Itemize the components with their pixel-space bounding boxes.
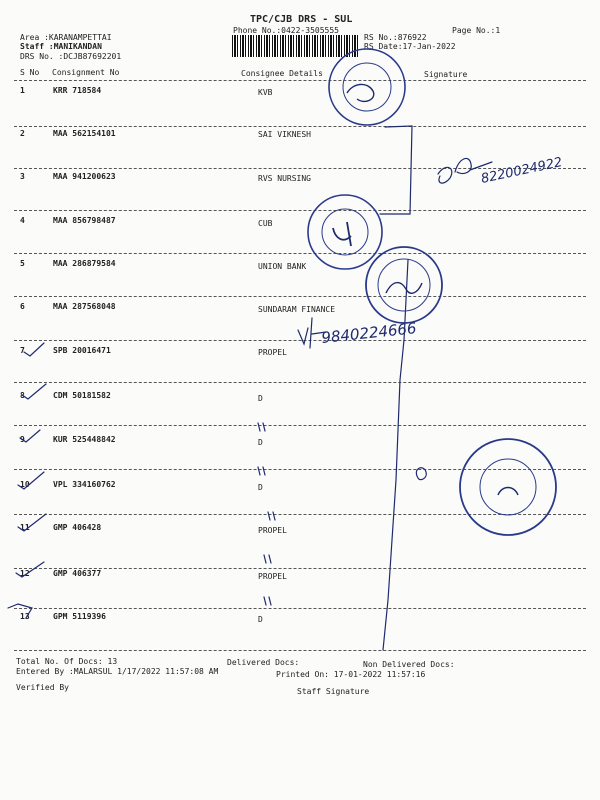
row-consignee: D <box>258 483 263 492</box>
tripper-stamp <box>460 439 556 535</box>
column-sno: S No <box>20 68 40 77</box>
row-consignment: GMP 406428 <box>53 523 102 532</box>
non-delivered-docs: Non Delivered Docs: <box>363 660 455 669</box>
tick-icon <box>18 472 44 489</box>
cub-stamp <box>308 195 382 269</box>
row-sno: 6 <box>20 302 25 311</box>
row-consignment: SPB 20016471 <box>53 346 111 355</box>
ditto-mark-icon <box>264 555 271 563</box>
row-consignee: PROPEL <box>258 572 287 581</box>
row-sno: 12 <box>20 569 30 578</box>
tick-icon <box>16 562 44 577</box>
row-sno: 8 <box>20 391 25 400</box>
row-consignment: CDM 50181582 <box>53 391 111 400</box>
row-sno: 5 <box>20 259 25 268</box>
phone-number: Phone No.:0422-3505555 <box>233 26 339 35</box>
row-sno: 13 <box>20 612 30 621</box>
row-sno: 2 <box>20 129 25 138</box>
tick-icon <box>24 343 44 356</box>
drs-number: DRS No. :DCJB87692201 <box>20 52 122 61</box>
row-consignee: SUNDARAM FINANCE <box>258 305 336 314</box>
handwritten-phone-2: 9840224666 <box>320 319 418 347</box>
page-number: Page No.:1 <box>452 26 501 35</box>
column-signature: Signature <box>424 70 468 79</box>
row-consignment: MAA 286879584 <box>53 259 116 268</box>
row-consignment: GMP 406377 <box>53 569 102 578</box>
row-sno: 11 <box>20 523 30 532</box>
row-consignee: D <box>258 615 263 624</box>
row-consignee: UNION BANK <box>258 262 307 271</box>
union-bank-stamp <box>366 247 442 323</box>
row-consignee: D <box>258 438 263 447</box>
rs-number: RS No.:876922 <box>364 33 427 42</box>
row-consignment: MAA 287568048 <box>53 302 116 311</box>
printed-on: Printed On: 17-01-2022 11:57:16 <box>276 670 426 679</box>
row-consignee: SAI VIKNESH <box>258 130 311 139</box>
row-consignee: PROPEL <box>258 526 287 535</box>
row-consignee: CUB <box>258 219 273 228</box>
row-sno: 1 <box>20 86 25 95</box>
row-sno: 7 <box>20 346 25 355</box>
ditto-mark-icon <box>258 467 265 475</box>
row-consignee: PROPEL <box>258 348 287 357</box>
signature-line <box>380 126 412 650</box>
tick-icon <box>8 604 32 618</box>
row-consignment: MAA 941200623 <box>53 172 116 181</box>
row-consignee: KVB <box>258 88 273 97</box>
column-consignment: Consignment No <box>52 68 120 77</box>
column-consignee: Consignee Details <box>241 69 323 78</box>
ditto-mark-icon <box>258 423 265 431</box>
row-consignee: RVS NURSING <box>258 174 311 183</box>
handwritten-phone-1: 8220024922 <box>479 155 564 187</box>
area-field: Area :KARANAMPETTAI <box>20 33 112 42</box>
row-sno: 4 <box>20 216 25 225</box>
handwritten-signature <box>416 468 426 480</box>
tick-icon <box>20 430 40 442</box>
staff-signature-label: Staff Signature <box>297 687 370 696</box>
document-title: TPC/CJB DRS - SUL <box>250 14 353 25</box>
staff-field: Staff :MANIKANDAN <box>20 42 102 51</box>
row-consignment: KUR 525448842 <box>53 435 116 444</box>
delivered-docs: Delivered Docs: <box>227 658 300 667</box>
kvb-stamp <box>329 49 405 125</box>
verified-by: Verified By <box>16 683 69 692</box>
ditto-mark-icon <box>268 512 275 520</box>
row-consignment: VPL 334160762 <box>53 480 116 489</box>
row-consignment: MAA 856798487 <box>53 216 116 225</box>
row-sno: 10 <box>20 480 30 489</box>
total-docs: Total No. Of Docs: 13 <box>16 657 118 666</box>
rs-date: RS Date:17-Jan-2022 <box>364 42 456 51</box>
row-consignment: GPM 5119396 <box>53 612 106 621</box>
ditto-mark-icon <box>264 597 271 605</box>
tick-icon <box>22 384 46 399</box>
tick-icon <box>18 514 46 531</box>
row-sno: 9 <box>20 435 25 444</box>
row-sno: 3 <box>20 172 25 181</box>
row-consignment: MAA 562154101 <box>53 129 116 138</box>
row-consignee: D <box>258 394 263 403</box>
entered-by: Entered By :MALARSUL 1/17/2022 11:57:08 AM <box>16 667 219 676</box>
row-consignment: KRR 718584 <box>53 86 102 95</box>
